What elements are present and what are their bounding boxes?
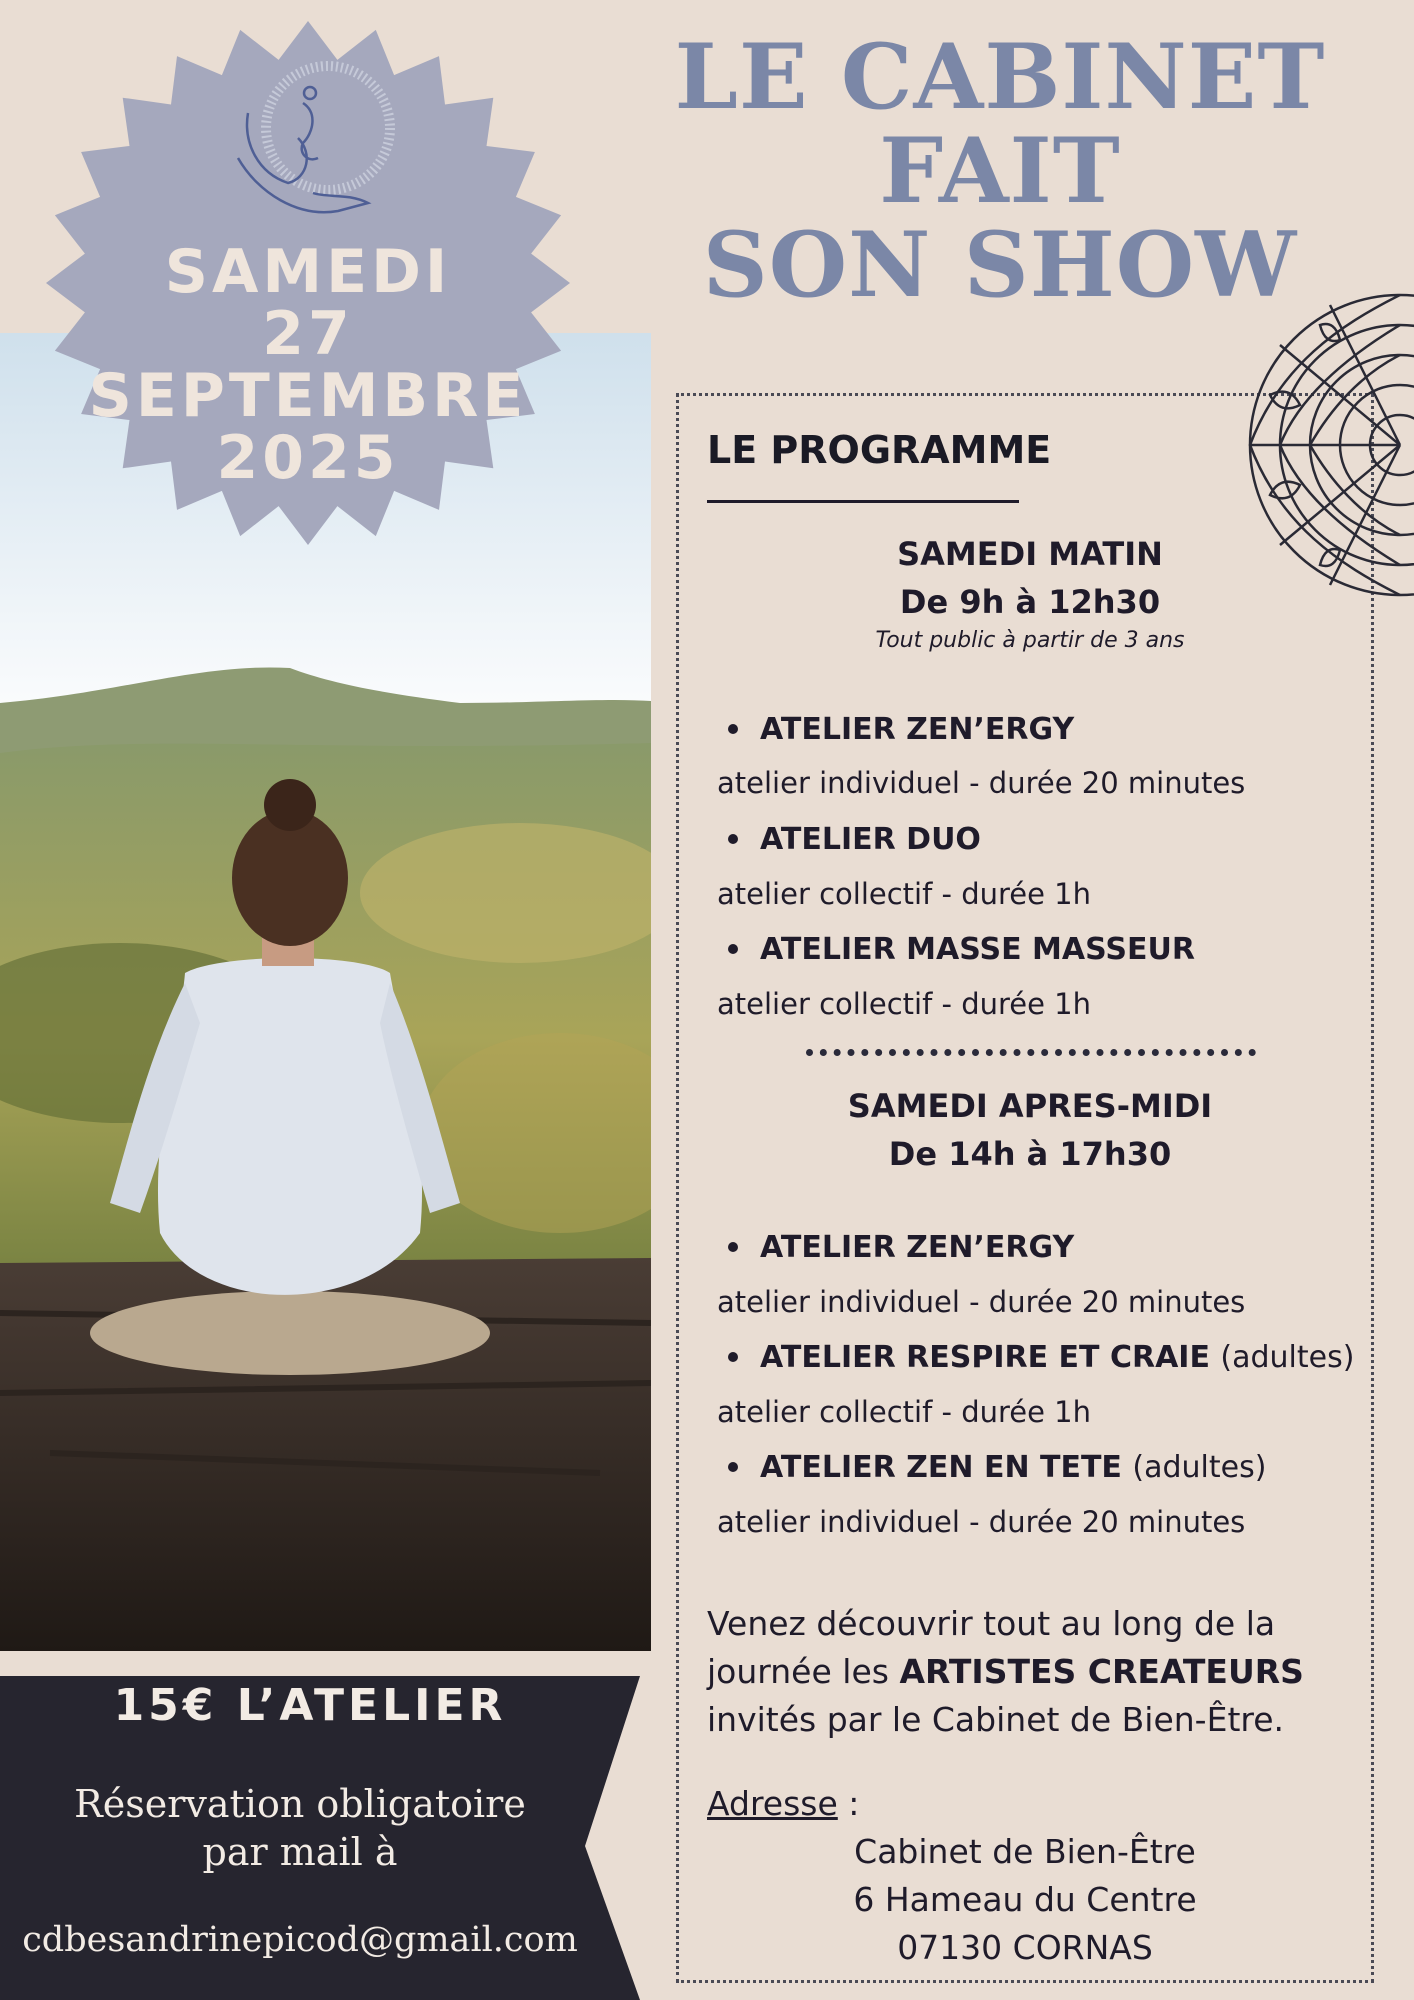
morning-item-2-desc: atelier collectif - durée 1h bbox=[717, 877, 1092, 911]
item-name: ATELIER ZEN’ERGY bbox=[760, 712, 1075, 747]
badge-year: 2025 bbox=[216, 423, 400, 493]
afternoon-title: SAMEDI APRES-MIDI bbox=[847, 1087, 1213, 1125]
morning-item-3 bbox=[728, 932, 1195, 967]
afternoon-session-header bbox=[760, 1082, 1300, 1178]
invite-bold: ARTISTES CREATEURS bbox=[899, 1652, 1304, 1691]
address-line-2: 6 Hameau du Centre bbox=[853, 1880, 1197, 1919]
afternoon-item-3 bbox=[728, 1450, 1266, 1485]
morning-item-1 bbox=[728, 712, 1074, 747]
address-colon: : bbox=[837, 1784, 860, 1823]
address-label bbox=[707, 1784, 859, 1823]
price-text: 15€ L’ATELIER bbox=[113, 1680, 507, 1731]
badge-month: SEPTEMBRE bbox=[88, 361, 528, 431]
address-block bbox=[790, 1828, 1260, 1972]
afternoon-hours: De 14h à 17h30 bbox=[888, 1135, 1172, 1173]
bullet-icon bbox=[728, 1242, 738, 1252]
reservation-line-1: Réservation obligatoire bbox=[74, 1782, 526, 1826]
badge-date-text bbox=[38, 237, 578, 493]
title-line-2: FAIT bbox=[879, 118, 1121, 224]
artists-invitation bbox=[707, 1600, 1337, 1744]
bullet-icon bbox=[728, 944, 738, 954]
item-name: ATELIER RESPIRE ET CRAIE bbox=[760, 1340, 1210, 1375]
morning-audience-note: Tout public à partir de 3 ans bbox=[875, 628, 1185, 653]
item-name: ATELIER ZEN EN TETE bbox=[760, 1450, 1122, 1485]
morning-title: SAMEDI MATIN bbox=[897, 535, 1163, 573]
title-line-1: LE CABINET bbox=[674, 24, 1326, 130]
bullet-icon bbox=[728, 1462, 738, 1472]
address-line-3: 07130 CORNAS bbox=[897, 1928, 1153, 1967]
mandala-icon bbox=[1240, 285, 1414, 605]
bullet-icon bbox=[728, 724, 738, 734]
address-line-1: Cabinet de Bien-Être bbox=[854, 1832, 1196, 1871]
contact-email[interactable]: cdbesandrinepicod@gmail.com bbox=[22, 1920, 578, 1960]
item-name: ATELIER MASSE MASSEUR bbox=[760, 932, 1195, 967]
item-audience: (adultes) bbox=[1220, 1340, 1355, 1375]
item-name: ATELIER ZEN’ERGY bbox=[760, 1230, 1075, 1265]
event-title bbox=[660, 24, 1340, 318]
invite-text-2: invités par le Cabinet de Bien-Être. bbox=[707, 1700, 1285, 1739]
address-label-text: Adresse bbox=[707, 1784, 838, 1823]
badge-number: 27 bbox=[262, 299, 354, 369]
afternoon-item-2-desc: atelier collectif - durée 1h bbox=[717, 1395, 1092, 1429]
morning-item-1-desc: atelier individuel - durée 20 minutes bbox=[717, 766, 1246, 800]
invite-text-1: Venez découvrir tout au long de la journée les bbox=[707, 1604, 1276, 1691]
date-badge bbox=[38, 18, 578, 548]
session-divider bbox=[806, 1049, 1256, 1056]
bullet-icon bbox=[728, 1352, 738, 1362]
title-line-3: SON SHOW bbox=[702, 212, 1298, 318]
afternoon-item-3-desc: atelier individuel - durée 20 minutes bbox=[717, 1505, 1246, 1539]
program-heading: LE PROGRAMME bbox=[707, 428, 1052, 472]
afternoon-item-1-desc: atelier individuel - durée 20 minutes bbox=[717, 1285, 1246, 1319]
morning-item-2 bbox=[728, 822, 981, 857]
heading-underline bbox=[707, 500, 1019, 503]
item-audience: (adultes) bbox=[1132, 1450, 1267, 1485]
badge-day: SAMEDI bbox=[164, 237, 452, 307]
afternoon-item-2 bbox=[728, 1340, 1354, 1375]
morning-item-3-desc: atelier collectif - durée 1h bbox=[717, 987, 1092, 1021]
item-name: ATELIER DUO bbox=[760, 822, 981, 857]
afternoon-item-1 bbox=[728, 1230, 1074, 1265]
morning-hours: De 9h à 12h30 bbox=[899, 583, 1161, 621]
reservation-line-2: par mail à bbox=[202, 1830, 398, 1874]
hand-logo-icon bbox=[218, 43, 398, 243]
morning-session-header bbox=[760, 530, 1300, 626]
bullet-icon bbox=[728, 834, 738, 844]
reservation-text bbox=[0, 1780, 600, 1876]
